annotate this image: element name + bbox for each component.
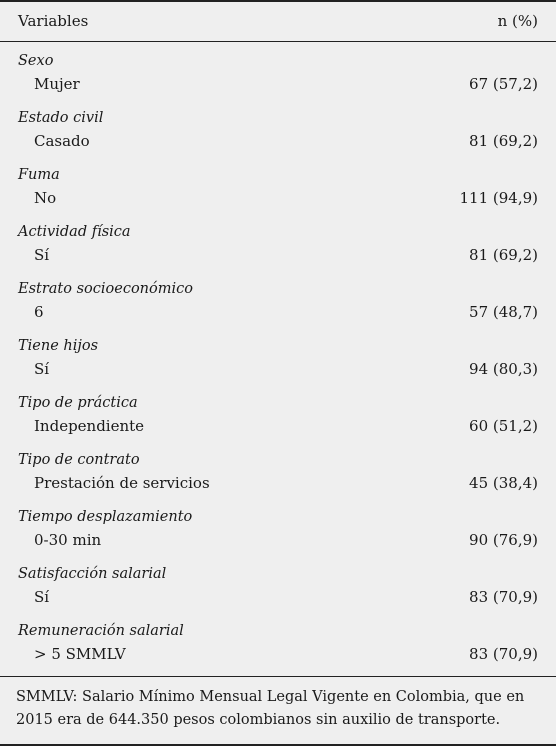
table-row <box>0 53 556 110</box>
variable-category-label: Independiente <box>34 417 145 435</box>
n-percent-value: 81 (69,2) <box>469 132 538 150</box>
variable-category-label: Sí <box>34 588 50 606</box>
n-percent-value: 83 (70,9) <box>469 588 538 606</box>
variable-category-label: Mujer <box>34 75 80 93</box>
variable-category-label: No <box>34 189 57 207</box>
variable-group-label: Sexo <box>18 53 54 69</box>
variables-column-header: Variables <box>18 12 89 30</box>
variable-group-label: Estado civil <box>18 110 104 126</box>
variable-group-label: Satisfacción salarial <box>18 566 167 582</box>
table-row <box>0 110 556 167</box>
variable-category-label: 0-30 min <box>34 531 102 549</box>
n-percent-value: 83 (70,9) <box>469 645 538 663</box>
table-row <box>0 281 556 338</box>
n-percent-value: 60 (51,2) <box>469 417 538 435</box>
table-row <box>0 566 556 623</box>
table-row <box>0 452 556 509</box>
variable-category-label: > 5 SMMLV <box>34 645 126 663</box>
table-row <box>0 509 556 566</box>
variable-category-label: 6 <box>34 303 44 321</box>
variable-category-label: Casado <box>34 132 90 150</box>
variable-group-label: Actividad física <box>18 224 131 240</box>
variable-category-label: Sí <box>34 246 50 264</box>
n-percent-value: 90 (76,9) <box>469 531 538 549</box>
table-header <box>0 4 556 42</box>
table-row <box>0 224 556 281</box>
variable-group-label: Estrato socioeconómico <box>18 281 193 297</box>
n-percent-column-header: n (%) <box>497 12 538 30</box>
variable-group-label: Tipo de práctica <box>18 395 138 411</box>
table-row <box>0 623 556 680</box>
table-row <box>0 395 556 452</box>
n-percent-value: 45 (38,4) <box>469 474 538 492</box>
variable-category-label: Sí <box>34 360 50 378</box>
n-percent-value: 57 (48,7) <box>469 303 538 321</box>
n-percent-value: 111 (94,9) <box>459 189 538 207</box>
variable-group-label: Fuma <box>18 167 60 183</box>
n-percent-value: 81 (69,2) <box>469 246 538 264</box>
table-footnote: SMMLV: Salario Mínimo Mensual Legal Vigente en Colombia, que en 2015 era de 644.350 pesos colombianos sin auxilio de transporte. <box>0 676 556 746</box>
table-row <box>0 338 556 395</box>
table-row <box>0 167 556 224</box>
variable-category-label: Prestación de servicios <box>34 474 210 492</box>
variable-group-label: Tipo de contrato <box>18 452 140 468</box>
n-percent-value: 94 (80,3) <box>469 360 538 378</box>
n-percent-value: 67 (57,2) <box>469 75 538 93</box>
variable-group-label: Remuneración salarial <box>18 623 184 639</box>
variable-group-label: Tiene hijos <box>18 338 99 354</box>
variable-group-label: Tiempo desplazamiento <box>18 509 193 525</box>
